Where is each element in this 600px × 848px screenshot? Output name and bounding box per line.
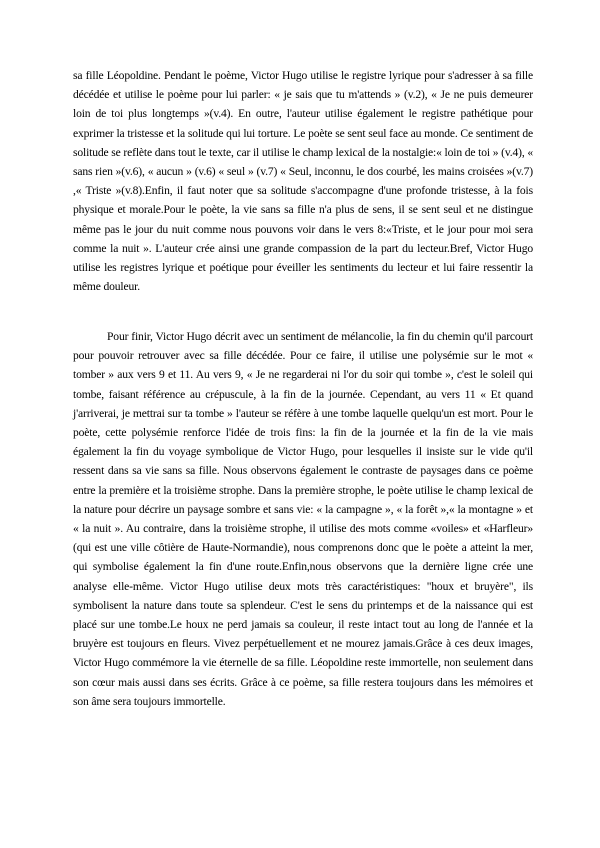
paragraph-2: Pour finir, Victor Hugo décrit avec un sentiment de mélancolie, la fin du chemin qu'il parcourt pour pouvoir retrouver avec sa fille décédée. Pour ce faire, il utilise une polysémie sur le mot « tomber » aux vers 9 et 11. Au vers 9, « Je ne regarderai ni l'or du soir qui tombe », c'est le soleil qui tombe, faisant référence au crépuscule, à la fin de la journée. Cependant, au vers 11 « Et quand j'arriverai, je mettrai sur ta tombe » l'auteur se réfère à une tombe laquelle quelqu'un est mort. Pour le poète, cette polysémie renforce l'idée de trois fins: la fin de la journée et la fin de la vie mais également la fin du voyage symbolique de Victor Hugo, pour lesquelles il insiste sur le vide qu'il ressent dans sa vie sans sa fille. Nous observons également le contraste de paysages dans ce poème entre la première et la troisième strophe. Dans la première strophe, le poète utilise le champ lexical de la nature pour décrire un paysage sombre et sans vie: « la campagne », « la forêt »,« la montagne » et « la nuit ». Au contraire, dans la troisième strophe, il utilise des mots comme «voiles» et «Harfleur» (qui est une ville côtière de Haute-Normandie), nous comprenons donc que le poète a atteint la mer, qui symbolise également la fin d'une route.Enfin,nous observons que la dernière ligne crée une analyse elle-même. Victor Hugo utilise deux mots très caractéristiques: "houx et bruyère", ils symbolisent la nature dans toute sa splendeur. C'est le sens du printemps et de la naissance qui est placé sur une tombe.Le houx ne perd jamais sa couleur, il reste intact tout au long de l'année et la bruyère est toujours en fleurs. Vivez perpétuellement et ne mourez jamais.Grâce à ces deux images, Victor Hugo commémore la vie éternelle de sa fille. Léopoldine reste immortelle, non seulement dans son cœur mais aussi dans ses écrits. Grâce à ce poème, sa fille restera toujours dans les mémoires et son âme sera toujours immortelle. bbox=[73, 330, 533, 708]
paragraph-1: sa fille Léopoldine. Pendant le poème, Victor Hugo utilise le registre lyrique pour s'adresser à sa fille décédée et utilise le poème pour lui parler: « je sais que tu m'attends » (v.2), « Je ne puis demeurer loin de toi plus longtemps »(v.4). En outre, l'auteur utilise également le registre pathétique pour exprimer la tristesse et la solitude qui lui torture. Le poète se sent seul face au monde. Ce sentiment de solitude se reflète dans tout le texte, car il utilise le champ lexical de la nostalgie:« loin de toi » (v.4), « sans rien »(v.6), « aucun » (v.6) « seul » (v.7) « Seul, inconnu, le dos courbé, les mains croisées »(v.7) ,« Triste »(v.8).Enfin, il faut noter que sa solitude s'accompagne d'une profonde tristesse, à la fois physique et morale.Pour le poète, la vie sans sa fille n'a plus de sens, il se sent seul et ne distingue même pas le jour du nuit comme nous pouvons voir dans le vers 8:«Triste, et le jour pour moi sera comme la nuit ». L'auteur crée ainsi une grande compassion de la part du lecteur.Bref, Victor Hugo utilise les registres lyrique et poétique pour éveiller les sentiments du lecteur et lui faire ressentir la même douleur. bbox=[73, 69, 533, 294]
